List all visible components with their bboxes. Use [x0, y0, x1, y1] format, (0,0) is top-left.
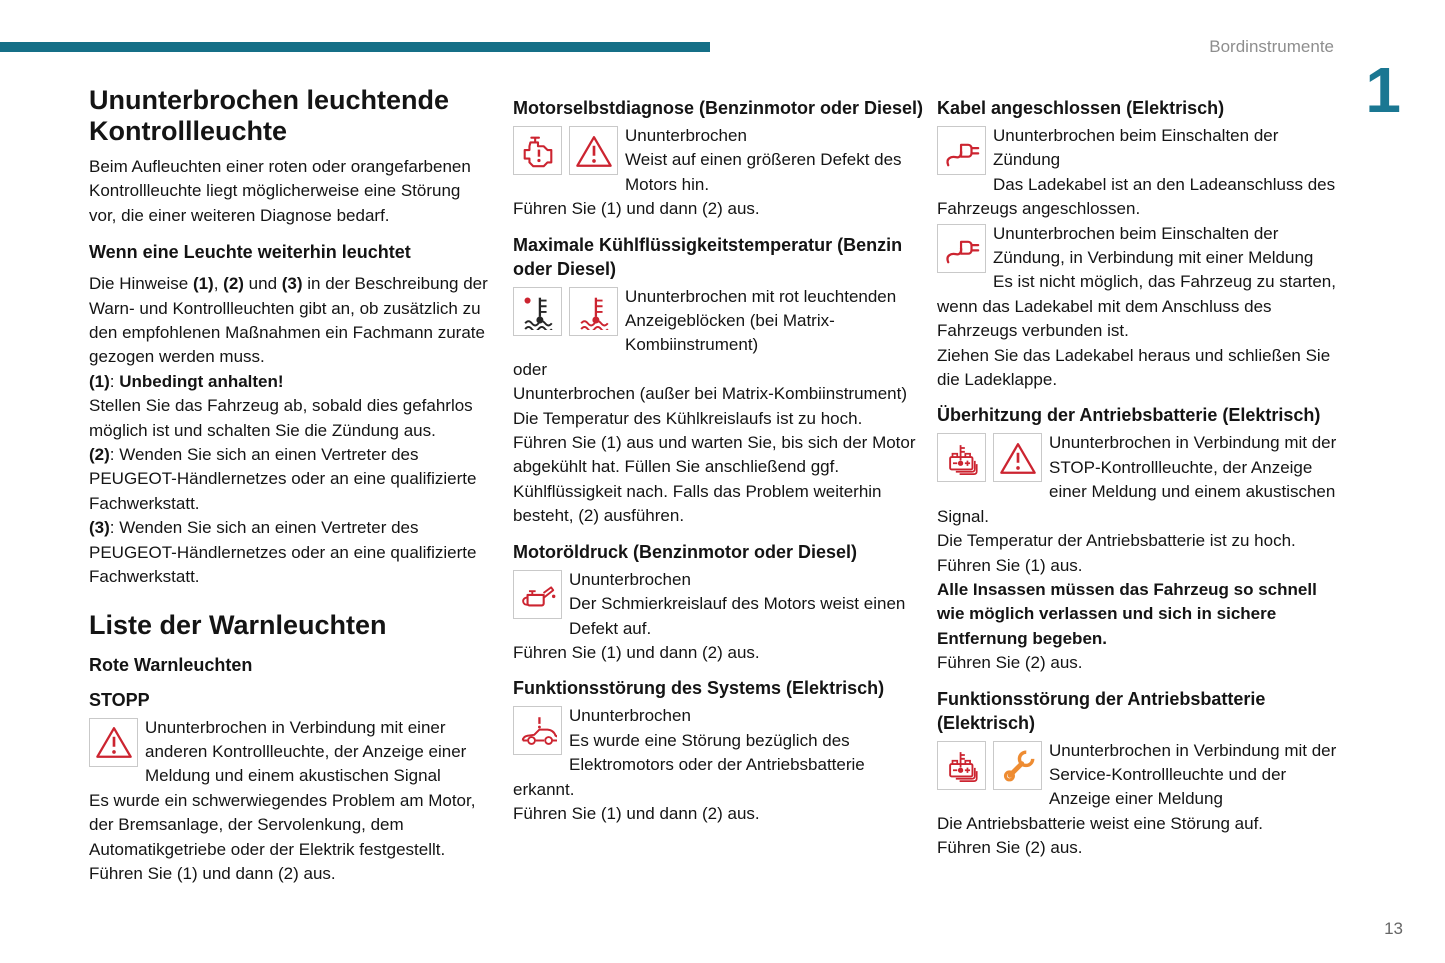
section-title-cable: Kabel angeschlossen (Elektrisch) [937, 98, 1225, 118]
section-kuehlfluessigkeit [513, 233, 925, 529]
hints-paragraph: Die Hinweise (1), (2) und (3) in der Beschreibung der Warn- und Kontrollleuchten gibt an, ob zusätzlich zu den empfohlenen Maßnahmen ein Fachmann zurate gezogen werden muss. [89, 274, 488, 367]
subheading-rote-warnleuchten: Rote Warnleuchten [89, 654, 253, 675]
page-number: 13 [1384, 919, 1403, 938]
coolant-line-3: Ununterbrochen (außer bei Matrix-Kombiinstrument) [513, 384, 907, 404]
cable-entry1-line-1: Ununterbrochen beim Einschalten der Zündung [993, 126, 1279, 170]
section-label: Bordinstrumente [1209, 37, 1334, 56]
warning-triangle-icon [89, 718, 138, 767]
overheat-line-3: Führen Sie (1) aus. [937, 555, 1083, 575]
overheat-line-5: Führen Sie (2) aus. [937, 653, 1083, 673]
hint-ref-2: (2) [223, 274, 244, 294]
stopp-line-3: Führen Sie (1) und dann (2) aus. [89, 863, 336, 883]
cable-entry2-text-1: Es ist nicht möglich, das Fahrzeug zu starten, wenn das Ladekabel mit dem Anschluss des Fahrzeugs verbunden ist. [937, 272, 1336, 341]
traction-battery-icon [937, 741, 986, 790]
section-ueberhitzung-batterie [937, 403, 1337, 675]
section-title-sysfault: Funktionsstörung des Systems (Elektrisch) [513, 678, 885, 699]
section-title-overheat: Überhitzung der Antriebsbatterie (Elektrisch) [937, 405, 1321, 426]
coolant-line-2: oder [513, 359, 548, 379]
column-1 [89, 85, 489, 892]
page-title: Ununterbrochen leuchtende Kontrollleuchte [89, 85, 450, 146]
coolant-temp-icon [569, 287, 618, 336]
accent-bar [0, 42, 710, 52]
battery-fault-line-2: Die Antriebsbatterie weist eine Störung auf. [937, 813, 1264, 833]
traction-battery-icon [937, 433, 986, 482]
charging-cable-icon [937, 224, 986, 273]
diag-line-2: Weist auf einen größeren Defekt des Motors hin. [625, 150, 902, 194]
section-title-coolant: Maximale Kühlflüssigkeitstemperatur (Benzin oder Diesel) [513, 234, 903, 279]
coolant-temp-matrix-icon [513, 287, 562, 336]
sysfault-line-1: Ununterbrochen [569, 706, 691, 726]
battery-fault-line-1: Ununterbrochen in Verbindung mit der Service-Kontrollleuchte und der Anzeige einer Meldung [1049, 740, 1337, 809]
note-2: (2): Wenden Sie sich an einen Vertreter des PEUGEOT-Händlernetzes oder an eine qualifizierte Fachwerkstatt. [89, 445, 477, 513]
oil-line-3: Führen Sie (1) und dann (2) aus. [513, 642, 760, 662]
warning-triangle-icon [993, 433, 1042, 482]
subheading-weiterhin: Wenn eine Leuchte weiterhin leuchtet [89, 242, 411, 263]
coolant-line-4: Die Temperatur des Kühlkreislaufs ist zu hoch. [513, 408, 863, 428]
intro-paragraph: Beim Aufleuchten einer roten oder orangefarbenen Kontrollleuchte liegt möglicherweise eine Störung vor, die einer weiteren Diagnose bedarf. [89, 157, 471, 225]
hints-text: Die Hinweise [89, 274, 193, 294]
stopp-line-2: Es wurde ein schwerwiegendes Problem am Motor, der Bremsanlage, der Servolenkung, dem Automatikgetriebe oder der Elektrik festgestellt. [89, 790, 476, 859]
stopp-line-1: Ununterbrochen in Verbindung mit einer anderen Kontrollleuchte, der Anzeige einer Meldung und einem akustischen Signal [145, 717, 467, 786]
column-3 [937, 85, 1337, 867]
diag-line-3: Führen Sie (1) und dann (2) aus. [513, 199, 760, 219]
oil-line-2: Der Schmierkreislauf des Motors weist einen Defekt auf. [569, 594, 906, 638]
section-stopp [89, 688, 489, 887]
section-systemstoerung [513, 676, 925, 826]
cable-entry1-text: Das Ladekabel ist an den Ladeanschluss des Fahrzeugs angeschlossen. [937, 174, 1336, 219]
hint-ref-1: (1) [192, 274, 214, 294]
note-1-text: Stellen Sie das Fahrzeug ab, sobald dies gefahrlos möglich ist und schalten Sie die Zündung aus. [89, 396, 473, 440]
sysfault-line-2: Es wurde eine Störung bezüglich des Elektromotors oder der Antriebsbatterie erkannt. [513, 730, 865, 799]
hint-ref-3: (3) [281, 274, 303, 294]
oil-line-1: Ununterbrochen [569, 569, 691, 589]
overheat-line-1: Ununterbrochen in Verbindung mit der STOP-Kontrollleuchte, der Anzeige einer Meldung und einem akustischen Signal. [937, 433, 1337, 526]
check-engine-icon [513, 126, 562, 175]
section-title-diag: Motorselbstdiagnose (Benzinmotor oder Diesel) [513, 98, 924, 118]
chapter-number: 1 [1365, 54, 1401, 126]
section-title-stopp: STOPP [89, 689, 150, 710]
section-motoroeldruck [513, 540, 925, 666]
charging-cable-icon [937, 126, 986, 175]
service-wrench-icon [993, 741, 1042, 790]
warning-triangle-icon [569, 126, 618, 175]
section-title-oil: Motoröldruck (Benzinmotor oder Diesel) [513, 541, 858, 562]
sysfault-line-3: Führen Sie (1) und dann (2) aus. [513, 803, 760, 823]
overheat-line-2: Die Temperatur der Antriebsbatterie ist zu hoch. [937, 531, 1296, 551]
diag-line-1: Ununterbrochen [625, 126, 747, 145]
column-2 [513, 85, 925, 832]
note-1-title: (1): Unbedingt anhalten! [89, 371, 284, 391]
overheat-warning-bold: Alle Insassen müssen das Fahrzeug so schnell wie möglich verlassen und sich in sichere Entfernung begeben. [937, 579, 1317, 648]
section-motorselbstdiagnose [513, 96, 925, 222]
cable-entry2-text-2: Ziehen Sie das Ladekabel heraus und schließen Sie die Ladeklappe. [937, 345, 1331, 390]
note-3: (3): Wenden Sie sich an einen Vertreter des PEUGEOT-Händlernetzes oder an eine qualifizierte Fachwerkstatt. [89, 518, 477, 587]
section-stoerung-batterie [937, 687, 1337, 861]
ev-system-fault-icon [513, 706, 562, 755]
section-kabel-angeschlossen [937, 96, 1337, 392]
cable-entry2-line-1: Ununterbrochen beim Einschalten der Zündung, in Verbindung mit einer Meldung [993, 223, 1314, 268]
battery-fault-line-3: Führen Sie (2) aus. [937, 838, 1083, 858]
coolant-line-5: Führen Sie (1) aus und warten Sie, bis sich der Motor abgekühlt hat. Füllen Sie anschließend ggf. Kühlflüssigkeit nach. Falls das Problem weiterhin besteht, (2) ausführen. [513, 433, 916, 526]
coolant-line-1: Ununterbrochen mit rot leuchtenden Anzeigeblöcken (bei Matrix-Kombiinstrument) [625, 286, 897, 355]
oil-pressure-icon [513, 570, 562, 619]
section-title-battery-fault: Funktionsstörung der Antriebsbatterie (Elektrisch) [937, 688, 1266, 733]
warning-list-title: Liste der Warnleuchten [89, 609, 387, 640]
